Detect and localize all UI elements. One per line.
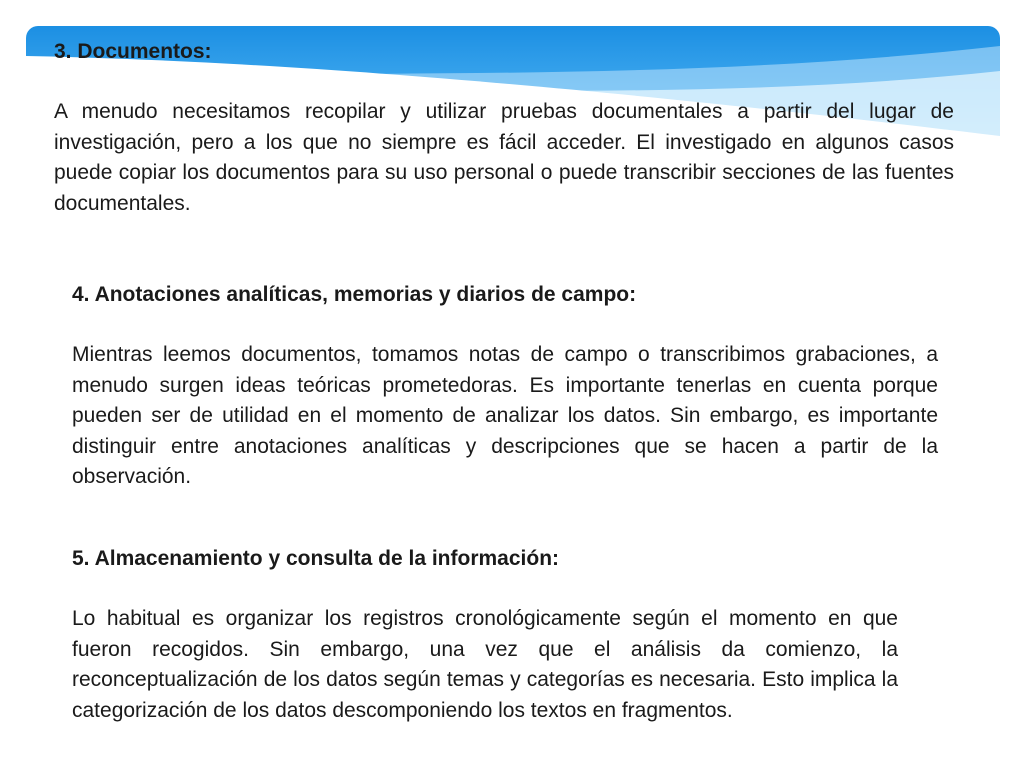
section-heading: 3. Documentos:	[54, 40, 212, 63]
section-body: A menudo necesitamos recopilar y utilizar pruebas documentales a partir del lugar de investigación, pero a los que no siempre es fácil acceder. El investigado en algunos casos puede copiar los documentos para su uso personal o puede transcribir secciones de las fuentes documentales.	[54, 100, 954, 215]
section-body: Lo habitual es organizar los registros cronológicamente según el momento en que fueron recogidos. Sin embargo, una vez que el análisis da comienzo, la reconceptualización de los datos según temas y categorías es necesaria. Esto implica la categorización de los datos descomponiendo los textos en fragmentos.	[72, 607, 898, 722]
section-anotaciones	[72, 280, 938, 493]
section-documentos	[54, 37, 954, 219]
section-almacenamiento	[72, 544, 898, 726]
section-heading: 4. Anotaciones analíticas, memorias y diarios de campo:	[72, 283, 637, 306]
section-heading: 5. Almacenamiento y consulta de la información:	[72, 547, 560, 570]
section-body: Mientras leemos documentos, tomamos notas de campo o transcribimos grabaciones, a menudo surgen ideas teóricas prometedoras. Es importante tenerlas en cuenta porque pueden ser de utilidad en el momento de analizar los datos. Sin embargo, es importante distinguir entre anotaciones analíticas y descripciones que se hacen a partir de la observación.	[72, 343, 938, 488]
